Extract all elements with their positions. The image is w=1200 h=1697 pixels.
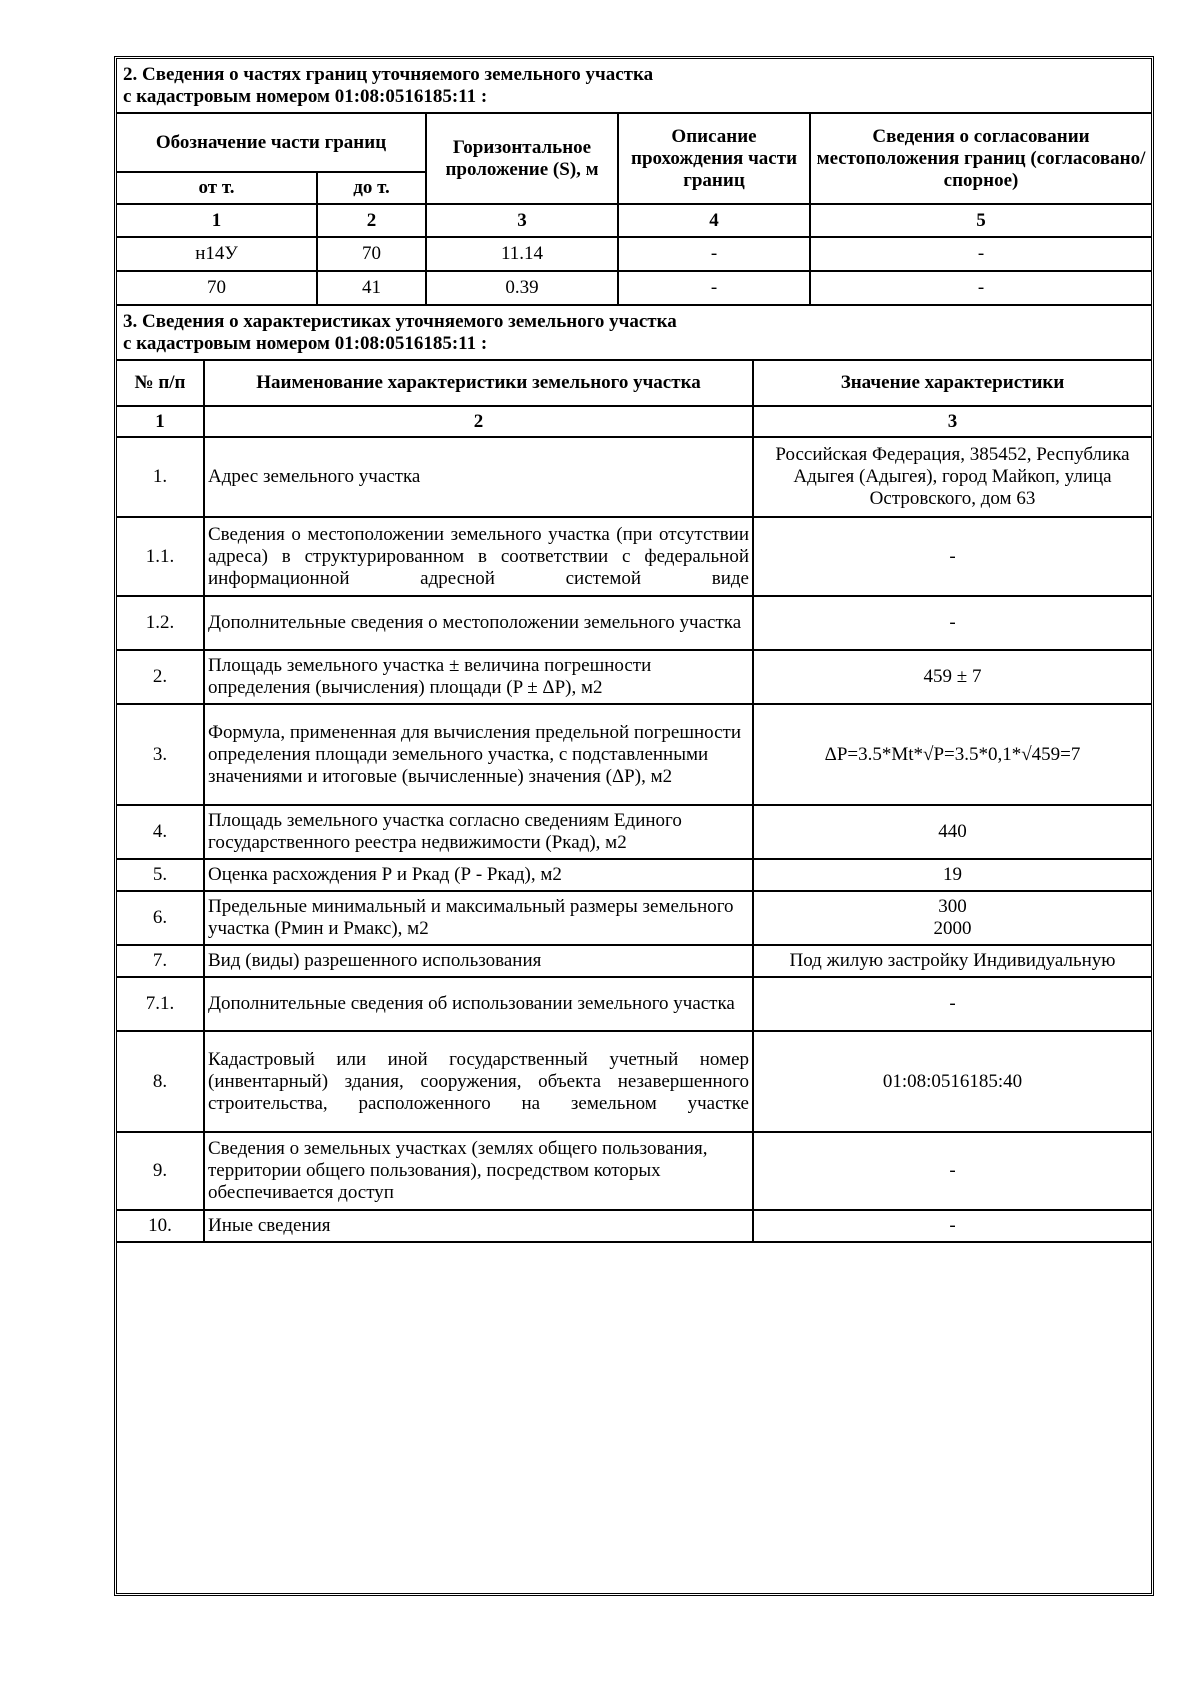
row-value: 459 ± 7 (753, 650, 1151, 704)
header-to: до т. (317, 172, 426, 204)
row-value: ΔP=3.5*Mt*√P=3.5*0,1*√459=7 (753, 704, 1151, 805)
row-value: Российская Федерация, 385452, Республика Адыгея (Адыгея), город Майкоп, улица Островского, дом 63 (753, 437, 1151, 517)
header-part: Обозначение части границ (117, 114, 426, 172)
table-row (117, 437, 1151, 517)
row-name: Формула, примененная для вычисления предельной погрешности определения площади земельного участка, с подставленными значениями и итоговые (вычисленные) значения (ΔP), м2 (204, 704, 753, 805)
section-2-title-line2: с кадастровым номером 01:08:0516185:11 : (123, 86, 488, 107)
col-number: 3 (753, 406, 1151, 437)
row-name: Вид (виды) разрешенного использования (204, 945, 753, 977)
header-horizontal: Горизонтальное проложение (S), м (426, 114, 618, 204)
row-number: 3. (117, 704, 204, 805)
table-row (117, 977, 1151, 1031)
row-name: Сведения о земельных участках (землях общего пользования, территории общего пользования), посредством которых обеспечивается доступ (204, 1132, 753, 1210)
row-value: Под жилую застройку Индивидуальную (753, 945, 1151, 977)
row-value: 19 (753, 859, 1151, 891)
row-name: Адрес земельного участка (204, 437, 753, 517)
row-name: Предельные минимальный и максимальный размеры земельного участка (Рмин и Рмакс), м2 (204, 891, 753, 945)
row-value (753, 891, 1151, 945)
row-value: 01:08:0516185:40 (753, 1031, 1151, 1132)
row-number: 4. (117, 805, 204, 859)
col-number: 3 (426, 204, 618, 237)
row-number: 1. (117, 437, 204, 517)
table-row (117, 650, 1151, 704)
cell-desc: - (618, 271, 810, 305)
header-from: от т. (117, 172, 317, 204)
document-frame (114, 56, 1154, 1596)
table-row (117, 859, 1151, 891)
row-number: 9. (117, 1132, 204, 1210)
table-row (117, 1210, 1151, 1242)
header-value: Значение характеристики (753, 361, 1151, 406)
header-num: № п/п (117, 361, 204, 406)
row-number: 10. (117, 1210, 204, 1242)
table-row (117, 1031, 1151, 1132)
table-row (117, 805, 1151, 859)
table-row (117, 704, 1151, 805)
row-name: Кадастровый или иной государственный учетный номер (инвентарный) здания, сооружения, объекта незавершенного строительства, расположенного на земельном участке (204, 1031, 753, 1132)
row-value: - (753, 517, 1151, 596)
row-number: 7. (117, 945, 204, 977)
section-3-title-line2: с кадастровым номером 01:08:0516185:11 : (123, 333, 488, 354)
header-agreement: Сведения о согласовании местоположения границ (согласовано/спорное) (810, 114, 1151, 204)
col-number: 1 (117, 204, 317, 237)
table-row (117, 596, 1151, 650)
col-number: 4 (618, 204, 810, 237)
cell-to: 70 (317, 237, 426, 271)
row-value: - (753, 1132, 1151, 1210)
col-number: 2 (204, 406, 753, 437)
boundary-parts-table (117, 114, 1151, 306)
row-number: 5. (117, 859, 204, 891)
section-3-title-line1: 3. Сведения о характеристиках уточняемого земельного участка (123, 311, 677, 332)
row-value-min: 300 (938, 896, 967, 917)
cell-from: н14У (117, 237, 317, 271)
cell-from: 70 (117, 271, 317, 305)
col-number: 2 (317, 204, 426, 237)
cell-to: 41 (317, 271, 426, 305)
row-number: 2. (117, 650, 204, 704)
row-value: - (753, 1210, 1151, 1242)
col-number: 5 (810, 204, 1151, 237)
row-name: Дополнительные сведения об использовании земельного участка (204, 977, 753, 1031)
header-description: Описание прохождения части границ (618, 114, 810, 204)
row-number: 6. (117, 891, 204, 945)
section-3-title (117, 306, 1151, 361)
row-number: 1.1. (117, 517, 204, 596)
table-row (117, 891, 1151, 945)
table-row (117, 237, 1151, 271)
characteristics-table (117, 361, 1151, 1243)
cell-s: 0.39 (426, 271, 618, 305)
cell-s: 11.14 (426, 237, 618, 271)
row-name: Площадь земельного участка ± величина погрешности определения (вычисления) площади (P ± ΔP), м2 (204, 650, 753, 704)
row-number: 7.1. (117, 977, 204, 1031)
section-2-title-line1: 2. Сведения о частях границ уточняемого земельного участка (123, 64, 654, 85)
row-name: Площадь земельного участка согласно сведениям Единого государственного реестра недвижимости (Ркад), м2 (204, 805, 753, 859)
row-name: Сведения о местоположении земельного участка (при отсутствии адреса) в структурированном в соответствии с федеральной информационной адресной системой виде (204, 517, 753, 596)
section-2-title (117, 59, 1151, 114)
col-number: 1 (117, 406, 204, 437)
cell-agree: - (810, 271, 1151, 305)
cell-agree: - (810, 237, 1151, 271)
row-name: Иные сведения (204, 1210, 753, 1242)
row-value-max: 2000 (933, 918, 972, 939)
row-value: 440 (753, 805, 1151, 859)
table-row (117, 517, 1151, 596)
row-name: Дополнительные сведения о местоположении земельного участка (204, 596, 753, 650)
table-row (117, 1132, 1151, 1210)
row-value: - (753, 596, 1151, 650)
table-row (117, 271, 1151, 305)
row-number: 1.2. (117, 596, 204, 650)
row-name: Оценка расхождения Р и Ркад (Р - Ркад), м2 (204, 859, 753, 891)
row-value: - (753, 977, 1151, 1031)
row-number: 8. (117, 1031, 204, 1132)
cell-desc: - (618, 237, 810, 271)
header-name: Наименование характеристики земельного участка (204, 361, 753, 406)
table-row (117, 945, 1151, 977)
